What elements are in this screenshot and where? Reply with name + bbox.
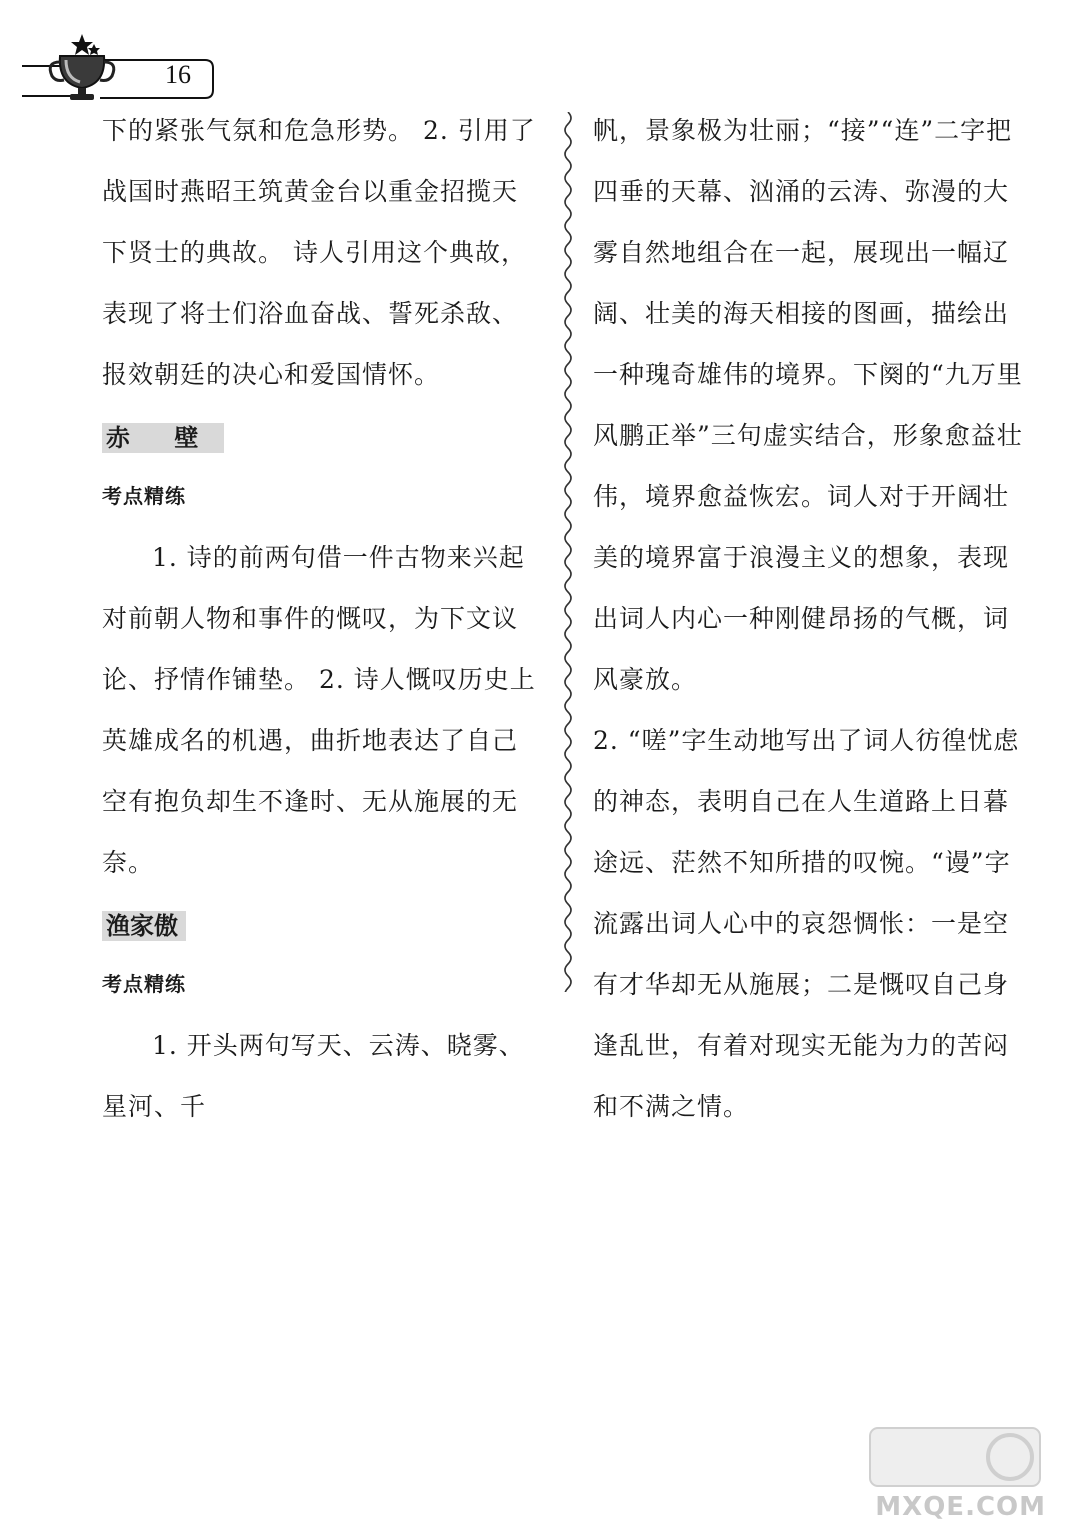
- left-column: [102, 100, 542, 1137]
- watermark-text: MXQE.COM: [875, 1492, 1046, 1522]
- column-divider: [558, 112, 578, 992]
- page-number: 16: [165, 60, 191, 89]
- subheading-kaodian-2: 考点精练: [102, 972, 186, 996]
- page-header: [0, 0, 1078, 110]
- trophy-header-icon: [0, 0, 230, 110]
- left-paragraph-2: 1. 诗的前两句借一件古物来兴起对前朝人物和事件的慨叹，为下文议论、抒情作铺垫。 2. 诗人慨叹历史上英雄成名的机遇，曲折地表达了自己空有抱负却生不逢时、无从施展的无奈。: [102, 543, 536, 877]
- subheading-kaodian-1: 考点精练: [102, 484, 186, 508]
- right-column: [593, 100, 1033, 1137]
- left-paragraph-1: 下的紧张气氛和危急形势。 2. 引用了战国时燕昭王筑黄金台以重金招揽天下贤士的典故。 诗人引用这个典故，表现了将士们浴血奋战、誓死杀敌、报效朝廷的决心和爱国情怀。: [102, 116, 536, 389]
- section-title-yujiaao: 渔家傲: [102, 911, 186, 941]
- section-title-row-chibi: [102, 405, 542, 466]
- left-paragraph-3: 1. 开头两句写天、云涛、晓雾、星河、千: [102, 1031, 525, 1121]
- section-title-row-yujiaao: [102, 893, 542, 954]
- right-paragraph-1: 帆，景象极为壮丽；“接”“连”二字把四垂的天幕、汹涌的云涛、弥漫的大雾自然地组合在一起，展现出一幅辽阔、壮美的海天相接的图画，描绘出一种瑰奇雄伟的境界。下阕的“九万里风鹏正举”三句虚实结合，形象愈益壮伟，境界愈益恢宏。词人对于开阔壮美的境界富于浪漫主义的想象，表现出词人内心一种刚健昂扬的气概，词风豪放。: [593, 116, 1023, 694]
- right-paragraph-2: 2. “嗟”字生动地写出了词人彷徨忧虑的神态，表明自己在人生道路上日暮途远、茫然不知所措的叹惋。“谩”字流露出词人心中的哀怨惆怅：一是空有才华却无从施展；二是慨叹自己身逢乱世，有着对现实无能为力的苦闷和不满之情。: [593, 726, 1020, 1121]
- section-title-chibi: 赤 壁: [102, 423, 224, 453]
